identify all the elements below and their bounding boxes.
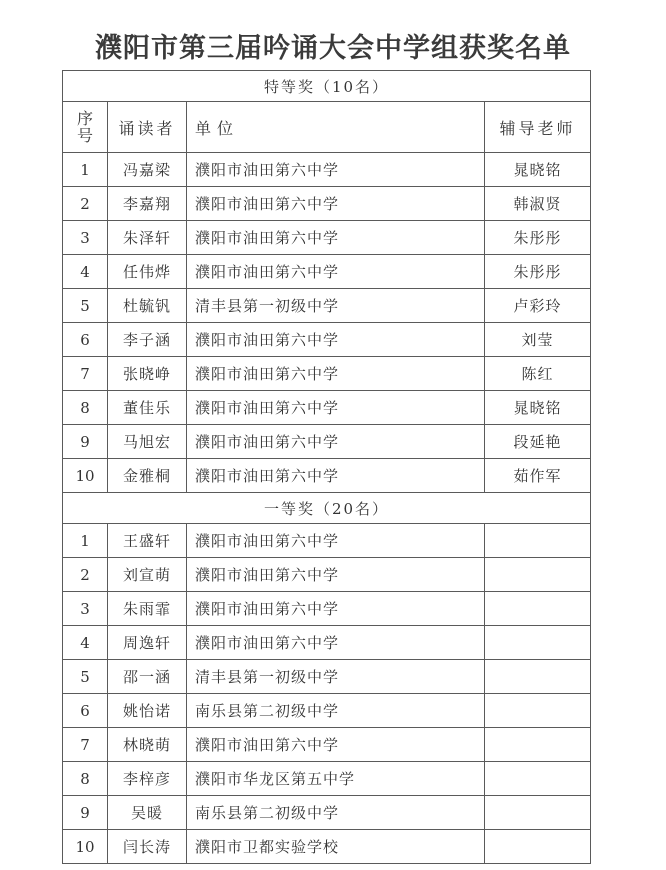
table-row — [63, 592, 591, 626]
column-header-no — [63, 102, 108, 153]
row-number: 2 — [63, 187, 108, 221]
school-unit: 濮阳市油田第六中学 — [187, 592, 485, 626]
row-number: 9 — [63, 796, 108, 830]
teacher-name — [485, 694, 591, 728]
table-row — [63, 796, 591, 830]
row-number: 3 — [63, 592, 108, 626]
teacher-name: 陈红 — [485, 357, 591, 391]
row-number: 1 — [63, 153, 108, 187]
reader-name: 杜毓钒 — [108, 289, 187, 323]
school-unit: 濮阳市油田第六中学 — [187, 323, 485, 357]
school-unit: 濮阳市油田第六中学 — [187, 626, 485, 660]
row-number: 10 — [63, 459, 108, 493]
reader-name: 闫长涛 — [108, 830, 187, 864]
table-row — [63, 357, 591, 391]
teacher-name: 朱彤彤 — [485, 221, 591, 255]
school-unit: 濮阳市油田第六中学 — [187, 728, 485, 762]
reader-name: 吴暖 — [108, 796, 187, 830]
reader-name: 金雅桐 — [108, 459, 187, 493]
table-row — [63, 626, 591, 660]
teacher-name: 卢彩玲 — [485, 289, 591, 323]
reader-name: 董佳乐 — [108, 391, 187, 425]
school-unit: 濮阳市卫都实验学校 — [187, 830, 485, 864]
school-unit: 清丰县第一初级中学 — [187, 289, 485, 323]
teacher-name: 刘莹 — [485, 323, 591, 357]
table-row — [63, 728, 591, 762]
reader-name: 刘宣萌 — [108, 558, 187, 592]
teacher-name: 朱彤彤 — [485, 255, 591, 289]
school-unit: 濮阳市油田第六中学 — [187, 255, 485, 289]
award-list-body — [63, 71, 591, 864]
table-row — [63, 558, 591, 592]
school-unit: 濮阳市油田第六中学 — [187, 153, 485, 187]
teacher-name — [485, 830, 591, 864]
teacher-name — [485, 762, 591, 796]
reader-name: 马旭宏 — [108, 425, 187, 459]
column-header-unit: 单位 — [187, 102, 485, 153]
reader-name: 姚怡诺 — [108, 694, 187, 728]
teacher-name: 茹作军 — [485, 459, 591, 493]
column-header-teacher: 辅导老师 — [485, 102, 591, 153]
table-row — [63, 660, 591, 694]
teacher-name: 晁晓铭 — [485, 391, 591, 425]
reader-name: 李梓彦 — [108, 762, 187, 796]
school-unit: 濮阳市油田第六中学 — [187, 459, 485, 493]
school-unit: 濮阳市油田第六中学 — [187, 425, 485, 459]
table-row — [63, 830, 591, 864]
teacher-name — [485, 796, 591, 830]
table-row — [63, 153, 591, 187]
row-number: 1 — [63, 524, 108, 558]
reader-name: 李嘉翔 — [108, 187, 187, 221]
reader-name: 邵一涵 — [108, 660, 187, 694]
table-row — [63, 323, 591, 357]
school-unit: 濮阳市华龙区第五中学 — [187, 762, 485, 796]
reader-name: 张晓峥 — [108, 357, 187, 391]
reader-name: 李子涵 — [108, 323, 187, 357]
teacher-name — [485, 660, 591, 694]
row-number: 9 — [63, 425, 108, 459]
row-number: 2 — [63, 558, 108, 592]
row-number: 4 — [63, 626, 108, 660]
teacher-name — [485, 592, 591, 626]
table-row — [63, 187, 591, 221]
table-row — [63, 524, 591, 558]
school-unit: 南乐县第二初级中学 — [187, 796, 485, 830]
school-unit: 濮阳市油田第六中学 — [187, 357, 485, 391]
row-number: 10 — [63, 830, 108, 864]
school-unit: 濮阳市油田第六中学 — [187, 391, 485, 425]
row-number: 8 — [63, 762, 108, 796]
row-number: 4 — [63, 255, 108, 289]
table-row — [63, 459, 591, 493]
school-unit: 清丰县第一初级中学 — [187, 660, 485, 694]
reader-name: 朱雨霏 — [108, 592, 187, 626]
row-number: 6 — [63, 323, 108, 357]
reader-name: 朱泽轩 — [108, 221, 187, 255]
teacher-name — [485, 524, 591, 558]
section-heading-first-prize — [63, 493, 591, 524]
school-unit: 濮阳市油田第六中学 — [187, 558, 485, 592]
row-number: 7 — [63, 357, 108, 391]
teacher-name: 韩淑贤 — [485, 187, 591, 221]
reader-name: 林晓萌 — [108, 728, 187, 762]
teacher-name: 晁晓铭 — [485, 153, 591, 187]
section-heading-special-prize — [63, 71, 591, 102]
table-row — [63, 425, 591, 459]
reader-name: 周逸轩 — [108, 626, 187, 660]
award-list-table — [62, 70, 591, 864]
table-row — [63, 694, 591, 728]
section-label: 特等奖（10名） — [63, 71, 591, 102]
document-title: 濮阳市第三届吟诵大会中学组获奖名单 — [95, 33, 571, 64]
table-row — [63, 762, 591, 796]
section-label: 一等奖（20名） — [63, 493, 591, 524]
table-row — [63, 221, 591, 255]
school-unit: 濮阳市油田第六中学 — [187, 187, 485, 221]
reader-name: 冯嘉梁 — [108, 153, 187, 187]
row-number: 5 — [63, 289, 108, 323]
column-header-row — [63, 102, 591, 153]
teacher-name — [485, 626, 591, 660]
teacher-name — [485, 728, 591, 762]
teacher-name: 段延艳 — [485, 425, 591, 459]
row-number: 3 — [63, 221, 108, 255]
table-row — [63, 391, 591, 425]
column-header-no-line2: 号 — [76, 126, 93, 145]
school-unit: 濮阳市油田第六中学 — [187, 221, 485, 255]
teacher-name — [485, 558, 591, 592]
reader-name: 任伟烨 — [108, 255, 187, 289]
row-number: 7 — [63, 728, 108, 762]
row-number: 8 — [63, 391, 108, 425]
table-row — [63, 289, 591, 323]
school-unit: 濮阳市油田第六中学 — [187, 524, 485, 558]
table-row — [63, 255, 591, 289]
row-number: 6 — [63, 694, 108, 728]
column-header-reader: 诵读者 — [108, 102, 187, 153]
row-number: 5 — [63, 660, 108, 694]
column-header-no-line1: 序 — [76, 109, 93, 128]
school-unit: 南乐县第二初级中学 — [187, 694, 485, 728]
reader-name: 王盛轩 — [108, 524, 187, 558]
